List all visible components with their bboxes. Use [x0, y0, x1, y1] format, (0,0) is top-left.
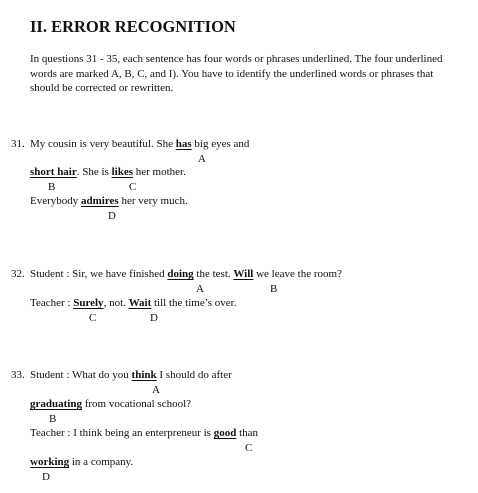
question-line-4 — [30, 456, 133, 469]
option-letter-a: A — [152, 384, 160, 396]
text-segment: I should do after — [156, 369, 232, 381]
text-segment: big eyes and — [191, 138, 250, 150]
option-letter-b: B — [270, 283, 278, 295]
underlined-option-d: working — [30, 456, 70, 468]
question-line-2 — [30, 398, 191, 411]
question-number: 32. — [11, 268, 25, 280]
text-segment: Student : Sir, we have finished — [30, 268, 168, 280]
underlined-option-a: doing — [167, 268, 194, 280]
text-segment: than — [236, 427, 259, 439]
option-letter-a: A — [196, 283, 204, 295]
underlined-option-c: likes — [111, 166, 133, 178]
question-line-3 — [30, 195, 188, 208]
option-letter-c: C — [129, 181, 137, 193]
question-line-1 — [30, 268, 342, 281]
text-segment: the test. — [193, 268, 234, 280]
text-segment: from vocational school? — [81, 398, 192, 410]
option-letter-d: D — [108, 210, 116, 222]
text-segment: we leave the room? — [253, 268, 342, 280]
option-letter-d: D — [42, 471, 50, 483]
text-segment: Teacher : I think being an enterpreneur is — [30, 427, 214, 439]
option-letter-a: A — [198, 153, 206, 165]
text-segment: in a company. — [69, 456, 134, 468]
underlined-option-c: Surely — [73, 297, 104, 309]
underlined-option-b: short hair — [30, 166, 77, 178]
question-line-2 — [30, 297, 237, 310]
text-segment: her very much. — [118, 195, 188, 207]
text-segment: Teacher : — [30, 297, 74, 309]
question-line-2 — [30, 166, 186, 179]
text-segment: Student : What do you — [30, 369, 132, 381]
underlined-option-d: Wait — [128, 297, 152, 309]
question-number: 31. — [11, 138, 25, 150]
text-segment: Everybody — [30, 195, 82, 207]
option-letter-c: C — [245, 442, 253, 454]
question-line-1 — [30, 369, 232, 382]
option-letter-d: D — [150, 312, 158, 324]
option-letter-b: B — [48, 181, 56, 193]
option-letter-b: B — [49, 413, 57, 425]
question-number: 33. — [11, 369, 25, 381]
question-line-1 — [30, 138, 249, 151]
text-segment: My cousin is very beautiful. She — [30, 138, 176, 150]
question-line-3 — [30, 427, 258, 440]
text-segment: , not. — [103, 297, 129, 309]
underlined-option-b: Will — [233, 268, 254, 280]
section-title: II. ERROR RECOGNITION — [30, 17, 236, 36]
underlined-option-b: graduating — [30, 398, 82, 410]
underlined-option-a: think — [131, 369, 157, 381]
text-segment: her mother. — [133, 166, 186, 178]
underlined-option-a: has — [175, 138, 192, 150]
option-letter-c: C — [89, 312, 97, 324]
section-instructions: In questions 31 - 35, each sentence has four words or phrases underlined. The four underlined words are marked A, B, C, and I). You have to identify the underlined words or phrases that should be corrected or rewritten. — [30, 53, 443, 94]
text-segment: . She is — [76, 166, 112, 178]
underlined-option-c: good — [213, 427, 237, 439]
underlined-option-d: admires — [81, 195, 119, 207]
text-segment: till the time’s over. — [151, 297, 237, 309]
